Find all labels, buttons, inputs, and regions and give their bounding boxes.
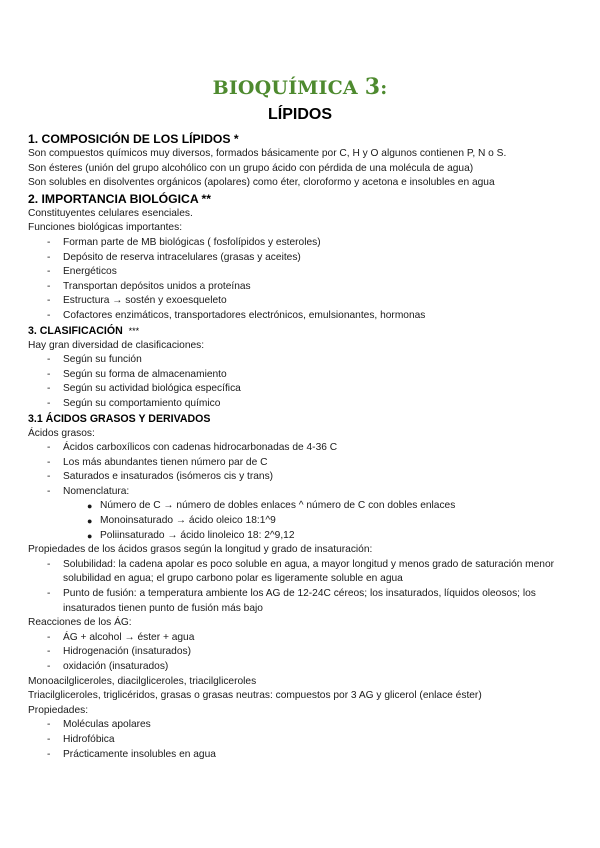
list-item: - Prácticamente insolubles en agua xyxy=(47,748,216,760)
paragraph-line: Triacilgliceroles, triglicéridos, grasas o grasas neutras: compuestos por 3 AG y glicerol (enlace éster) xyxy=(28,690,482,702)
subsection-heading: 3.1 ÁCIDOS GRASOS Y DERIVADOS xyxy=(28,412,211,425)
paragraph-line: Son solubles en disolventes orgánicos (apolares) como éter, cloroformo y acetona e insolubles en agua xyxy=(28,177,495,189)
section-heading: 3. CLASIFICACIÓN *** xyxy=(28,324,140,337)
list-item: - Según su forma de almacenamiento xyxy=(47,368,227,380)
paragraph-line: Reacciones de los ÁG: xyxy=(28,617,132,629)
list-item: - Punto de fusión: a temperatura ambiente los AG de 12-24C céreos; los insaturados, líquidos oleosos; los insaturados tienen punto de fusión más bajo xyxy=(47,588,536,614)
list-item: - Saturados e insaturados (isómeros cis y trans) xyxy=(47,471,274,483)
paragraph-line: Ácidos grasos: xyxy=(28,427,95,439)
list-item: - Forman parte de MB biológicas ( fosfolípidos y esteroles) xyxy=(47,236,321,248)
nested-bullet-item: ● Poliinsaturado → ácido linoleico 18: 2^9,12 xyxy=(87,529,295,541)
paragraph-line: Hay gran diversidad de clasificaciones: xyxy=(28,339,205,351)
list-item: - Según su función xyxy=(47,354,142,366)
paragraph-line: Son ésteres (unión del grupo alcohólico con un grupo ácido con pérdida de una molécula de agua) xyxy=(28,162,474,174)
title-colon: : xyxy=(380,77,388,99)
paragraph-line: Propiedades de los ácidos grasos según la longitud y grado de insaturación: xyxy=(28,544,373,556)
importance-stars: *** xyxy=(128,325,140,336)
title-number: 3 xyxy=(364,74,381,100)
section-heading: 2. IMPORTANCIA BIOLÓGICA ** xyxy=(28,191,212,206)
list-item: - Depósito de reserva intracelulares (grasas y aceites) xyxy=(47,251,301,263)
paragraph-line: Constituyentes celulares esenciales. xyxy=(28,207,193,219)
list-item: - Según su actividad biológica específica xyxy=(47,383,241,395)
list-item: - Transportan depósitos unidos a proteínas xyxy=(47,280,251,292)
document-subtitle: LÍPIDOS xyxy=(267,106,332,123)
paragraph-line: Monoacilgliceroles, diacilgliceroles, triacilgliceroles xyxy=(28,675,257,687)
document-title xyxy=(0,74,600,100)
list-item: - Solubilidad: la cadena apolar es poco soluble en agua, a mayor longitud y menos grado de saturación menor solubilidad en agua; el grupo carbono polar es ligeramente soluble en agua xyxy=(47,558,555,585)
list-item: - Energéticos xyxy=(47,266,117,278)
title-word: BIOQUÍMICA xyxy=(212,77,365,99)
document-body xyxy=(28,131,583,762)
list-item: - Cofactores enzimáticos, transportadores electrónicos, emulsionantes, hormonas xyxy=(47,309,426,321)
list-item: - Nomenclatura: xyxy=(47,485,130,497)
list-item: - Los más abundantes tienen número par de C xyxy=(47,456,268,468)
section-heading: 1. COMPOSICIÓN DE LOS LÍPIDOS * xyxy=(28,132,239,146)
list-item: - Estructura → sostén y exoesqueleto xyxy=(47,295,227,307)
list-item: - Moléculas apolares xyxy=(47,719,151,731)
list-item: - Ácidos carboxílicos con cadenas hidrocarbonadas de 4-36 C xyxy=(47,442,338,454)
paragraph-line: Funciones biológicas importantes: xyxy=(28,222,183,234)
list-item: - Hidrofóbica xyxy=(47,733,115,745)
nested-bullet-item: ● Número de C → número de dobles enlaces ^ número de C con dobles enlaces xyxy=(87,500,456,512)
nested-bullet-item: ● Monoinsaturado → ácido oleico 18:1^9 xyxy=(87,515,276,527)
list-item: - oxidación (insaturados) xyxy=(47,661,169,672)
paragraph-line: Propiedades: xyxy=(28,704,89,716)
paragraph-line: Son compuestos químicos muy diversos, formados básicamente por C, H y O algunos contienen P, N o S. xyxy=(28,148,507,159)
list-item: - Según su comportamiento químico xyxy=(47,397,221,409)
list-item: - ÁG + alcohol → éster + agua xyxy=(47,631,195,643)
list-item: - Hidrogenación (insaturados) xyxy=(47,646,191,658)
